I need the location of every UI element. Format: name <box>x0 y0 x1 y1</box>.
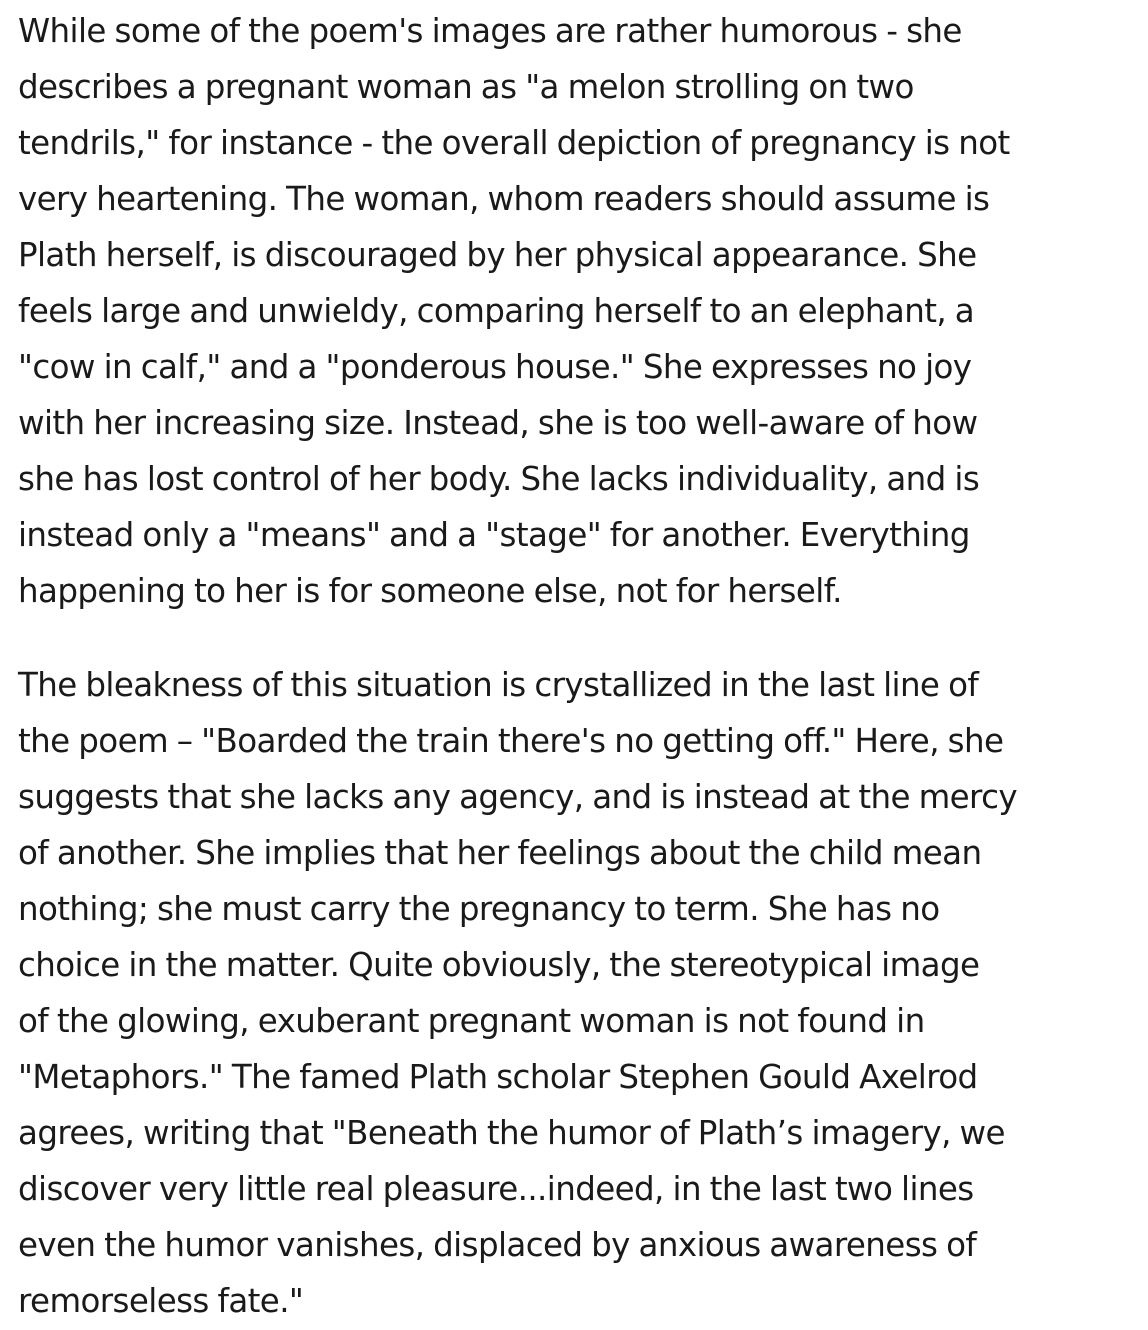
paragraph-spacer <box>18 619 1148 657</box>
text-line: While some of the poem's images are rather humorous - she <box>18 12 962 50</box>
text-line: of another. She implies that her feelings about the child mean <box>18 834 982 872</box>
text-line: agrees, writing that "Beneath the humor of Plath’s imagery, we <box>18 1114 1005 1152</box>
text-line: describes a pregnant woman as "a melon strolling on two <box>18 68 914 106</box>
text-line: of the glowing, exuberant pregnant woman is not found in <box>18 1002 925 1040</box>
text-line: tendrils," for instance - the overall depiction of pregnancy is not <box>18 124 1010 162</box>
text-line: The bleakness of this situation is crystallized in the last line of <box>18 666 979 704</box>
text-line: suggests that she lacks any agency, and is instead at the mercy <box>18 778 1017 816</box>
paragraph-2 <box>18 657 1148 1329</box>
text-line: instead only a "means" and a "stage" for another. Everything <box>18 516 970 554</box>
text-line: even the humor vanishes, displaced by anxious awareness of <box>18 1226 977 1264</box>
text-line: very heartening. The woman, whom readers should assume is <box>18 180 990 218</box>
text-line: "cow in calf," and a "ponderous house." She expresses no joy <box>18 348 972 386</box>
paragraph-1 <box>18 3 1148 619</box>
text-line: happening to her is for someone else, not for herself. <box>18 572 842 610</box>
text-line: choice in the matter. Quite obviously, the stereotypical image <box>18 946 980 984</box>
text-line: "Metaphors." The famed Plath scholar Stephen Gould Axelrod <box>18 1058 978 1096</box>
text-line: nothing; she must carry the pregnancy to term. She has no <box>18 890 940 928</box>
article-body <box>18 3 1148 1329</box>
text-line: feels large and unwieldy, comparing herself to an elephant, a <box>18 292 975 330</box>
text-line: the poem – "Boarded the train there's no getting off." Here, she <box>18 722 1004 760</box>
text-line: she has lost control of her body. She lacks individuality, and is <box>18 460 980 498</box>
text-line: remorseless fate." <box>18 1282 304 1320</box>
text-line: Plath herself, is discouraged by her physical appearance. She <box>18 236 977 274</box>
text-line: discover very little real pleasure...indeed, in the last two lines <box>18 1170 974 1208</box>
text-line: with her increasing size. Instead, she is too well-aware of how <box>18 404 978 442</box>
